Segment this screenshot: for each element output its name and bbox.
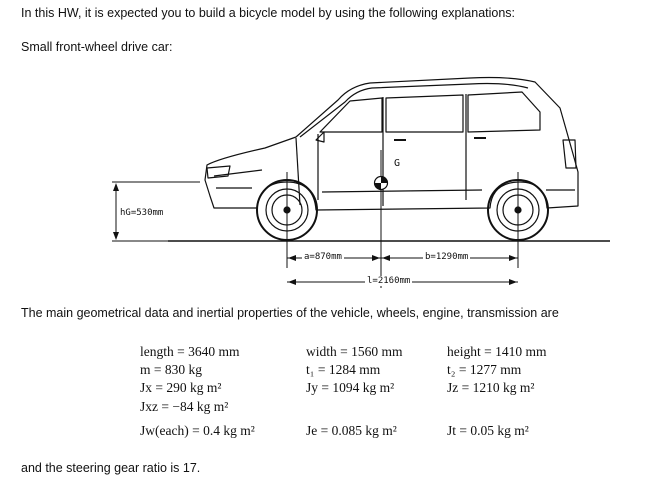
l-dimension-label: l=2160mm [367, 276, 411, 286]
g-label: G [394, 158, 401, 169]
intro-text: In this HW, it is expected you to build a bicycle model by using the following explanations: [21, 6, 516, 20]
t1-value: t₁ = 1284 mm [306, 362, 381, 377]
t2-value: t₂ = 1277 mm [447, 362, 522, 377]
b-dimension-label: b=1290mm [425, 252, 469, 262]
width-value: width = 1560 mm [306, 344, 403, 359]
length-value: length = 3640 mm [140, 344, 240, 359]
a-dimension-label: a=870mm [304, 252, 342, 262]
center-of-gravity-icon [375, 177, 388, 190]
height-value: height = 1410 mm [447, 344, 547, 359]
subtitle-text: Small front-wheel drive car: [21, 40, 173, 54]
properties-heading: The main geometrical data and inertial properties of the vehicle, wheels, engine, transmission are [21, 306, 559, 320]
jw-value: Jw(each) = 0.4 kg m² [140, 423, 255, 438]
closing-text: and the steering gear ratio is 17. [21, 461, 201, 475]
hg-label: hG=530mm [120, 208, 164, 218]
je-value: Je = 0.085 kg m² [306, 423, 397, 438]
jt-value: Jt = 0.05 kg m² [447, 423, 529, 438]
jy-value: Jy = 1094 kg m² [306, 380, 395, 395]
jz-value: Jz = 1210 kg m² [447, 380, 535, 395]
jx-value: Jx = 290 kg m² [140, 380, 222, 395]
mass-value: m = 830 kg [140, 362, 202, 377]
jxz-value: Jxz = −84 kg m² [140, 399, 229, 414]
